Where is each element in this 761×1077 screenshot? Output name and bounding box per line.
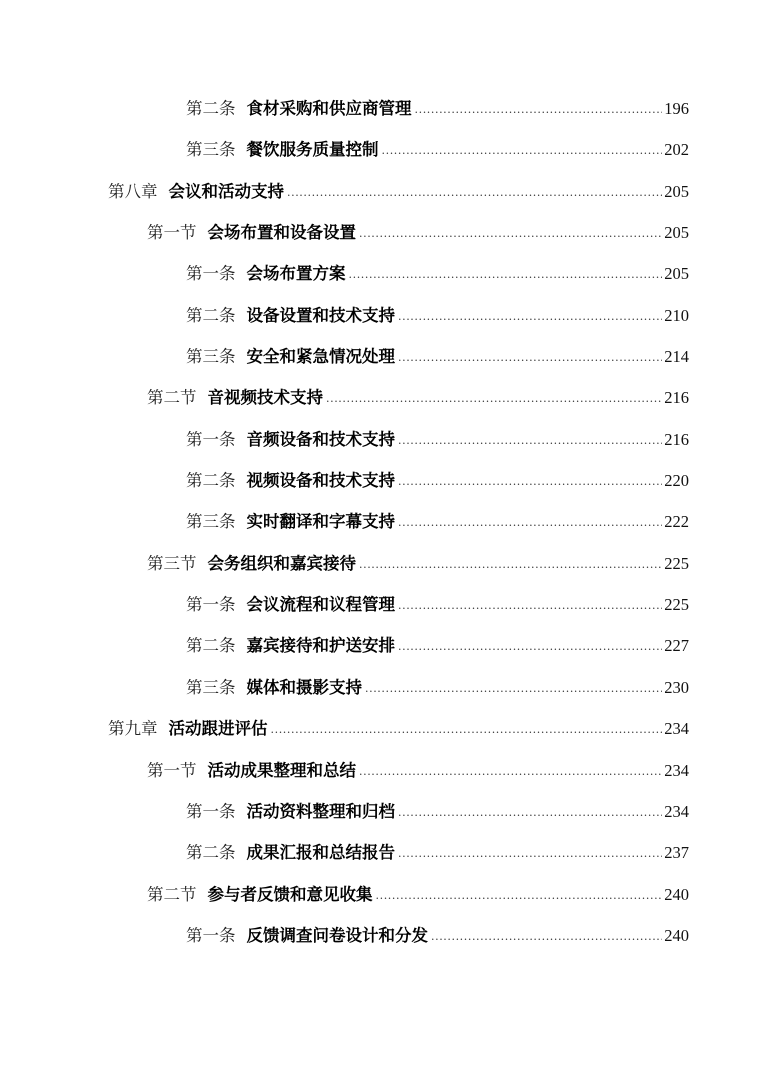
toc-entry-page-number: 210 bbox=[664, 305, 689, 325]
dot-leader bbox=[398, 636, 662, 658]
table-of-contents bbox=[0, 90, 761, 958]
toc-entry-page-number: 234 bbox=[664, 760, 689, 780]
dot-leader bbox=[398, 802, 662, 824]
dot-leader bbox=[382, 140, 663, 162]
toc-entry-title: 会场布置和设备设置 bbox=[207, 223, 356, 243]
toc-entry-article[interactable] bbox=[0, 917, 761, 958]
toc-entry-article[interactable] bbox=[0, 421, 761, 462]
toc-entry-chapter[interactable] bbox=[0, 173, 761, 214]
toc-entry-article[interactable] bbox=[0, 255, 761, 296]
toc-entry-title: 安全和紧急情况处理 bbox=[246, 347, 395, 367]
toc-entry-title: 嘉宾接待和护送安排 bbox=[246, 636, 395, 656]
dot-leader bbox=[326, 388, 662, 410]
toc-entry-article[interactable] bbox=[0, 793, 761, 834]
dot-leader bbox=[398, 843, 662, 865]
dot-leader bbox=[398, 347, 662, 369]
toc-entry-number: 第三节 bbox=[147, 553, 197, 573]
toc-entry-section[interactable] bbox=[0, 214, 761, 255]
toc-entry-page-number: 196 bbox=[664, 99, 689, 118]
toc-entry-page-number: 222 bbox=[664, 512, 689, 532]
toc-entry-title: 参与者反馈和意见收集 bbox=[207, 884, 373, 904]
toc-entry-article[interactable] bbox=[0, 462, 761, 503]
toc-entry-number: 第三条 bbox=[186, 512, 236, 532]
toc-entry-title: 音视频技术支持 bbox=[207, 388, 323, 408]
toc-entry-page-number: 220 bbox=[664, 471, 689, 491]
toc-entry-title: 会议流程和议程管理 bbox=[246, 595, 395, 615]
dot-leader bbox=[398, 306, 662, 328]
toc-entry-title: 音频设备和技术支持 bbox=[246, 429, 395, 449]
toc-entry-title: 餐饮服务质量控制 bbox=[246, 140, 379, 160]
toc-entry-article[interactable] bbox=[0, 131, 761, 172]
toc-entry-number: 第二条 bbox=[186, 471, 236, 491]
dot-leader bbox=[359, 761, 662, 783]
toc-entry-title: 会务组织和嘉宾接待 bbox=[207, 553, 356, 573]
toc-entry-page-number: 214 bbox=[664, 347, 689, 367]
toc-entry-page-number: 234 bbox=[664, 719, 689, 739]
toc-entry-section[interactable] bbox=[0, 545, 761, 586]
toc-entry-number: 第二节 bbox=[147, 388, 197, 408]
toc-entry-page-number: 205 bbox=[664, 181, 689, 201]
toc-entry-article[interactable] bbox=[0, 503, 761, 544]
toc-entry-article[interactable] bbox=[0, 586, 761, 627]
toc-entry-title: 会议和活动支持 bbox=[168, 181, 284, 201]
toc-entry-page-number: 216 bbox=[664, 388, 689, 408]
toc-entry-number: 第九章 bbox=[108, 719, 158, 739]
toc-entry-page-number: 237 bbox=[664, 843, 689, 863]
toc-entry-title: 活动资料整理和归档 bbox=[246, 801, 395, 821]
toc-entry-page-number: 202 bbox=[664, 140, 689, 160]
toc-entry-number: 第三条 bbox=[186, 347, 236, 367]
dot-leader bbox=[359, 554, 662, 576]
toc-entry-number: 第二条 bbox=[186, 843, 236, 863]
toc-entry-chapter[interactable] bbox=[0, 710, 761, 751]
toc-entry-page-number: 230 bbox=[664, 677, 689, 697]
toc-entry-page-number: 240 bbox=[664, 884, 689, 904]
toc-entry-number: 第一条 bbox=[186, 595, 236, 615]
toc-entry-title: 会场布置方案 bbox=[246, 264, 346, 284]
dot-leader bbox=[349, 264, 663, 286]
toc-entry-page-number: 205 bbox=[664, 223, 689, 243]
toc-entry-article[interactable] bbox=[0, 297, 761, 338]
toc-entry-title: 成果汇报和总结报告 bbox=[246, 843, 395, 863]
dot-leader bbox=[287, 182, 662, 204]
dot-leader bbox=[365, 678, 662, 700]
toc-entry-title: 媒体和摄影支持 bbox=[246, 677, 362, 697]
toc-entry-number: 第二条 bbox=[186, 305, 236, 325]
toc-entry-number: 第一节 bbox=[147, 760, 197, 780]
toc-entry-title: 实时翻译和字幕支持 bbox=[246, 512, 395, 532]
toc-entry-article[interactable] bbox=[0, 90, 761, 131]
dot-leader bbox=[271, 719, 663, 741]
toc-entry-section[interactable] bbox=[0, 876, 761, 917]
dot-leader bbox=[376, 885, 663, 907]
toc-entry-page-number: 205 bbox=[664, 264, 689, 284]
toc-entry-page-number: 227 bbox=[664, 636, 689, 656]
toc-entry-title: 视频设备和技术支持 bbox=[246, 471, 395, 491]
toc-entry-number: 第八章 bbox=[108, 181, 158, 201]
toc-entry-number: 第三条 bbox=[186, 677, 236, 697]
dot-leader bbox=[398, 430, 662, 452]
toc-entry-number: 第一条 bbox=[186, 801, 236, 821]
toc-entry-page-number: 240 bbox=[664, 925, 689, 945]
toc-entry-section[interactable] bbox=[0, 379, 761, 420]
toc-entry-number: 第一节 bbox=[147, 223, 197, 243]
toc-entry-article[interactable] bbox=[0, 338, 761, 379]
toc-entry-number: 第一条 bbox=[186, 264, 236, 284]
toc-entry-number: 第三条 bbox=[186, 140, 236, 160]
toc-entry-number: 第一条 bbox=[186, 925, 236, 945]
dot-leader bbox=[359, 223, 662, 245]
dot-leader bbox=[398, 512, 662, 534]
toc-entry-article[interactable] bbox=[0, 834, 761, 875]
toc-entry-article[interactable] bbox=[0, 627, 761, 668]
dot-leader bbox=[431, 926, 662, 948]
toc-entry-section[interactable] bbox=[0, 752, 761, 793]
toc-entry-number: 第二条 bbox=[186, 636, 236, 656]
toc-entry-title: 设备设置和技术支持 bbox=[246, 305, 395, 325]
dot-leader bbox=[398, 595, 662, 617]
toc-entry-title: 食材采购和供应商管理 bbox=[246, 99, 412, 118]
toc-entry-number: 第一条 bbox=[186, 429, 236, 449]
dot-leader bbox=[415, 99, 663, 121]
toc-entry-title: 活动跟进评估 bbox=[168, 719, 268, 739]
toc-entry-title: 活动成果整理和总结 bbox=[207, 760, 356, 780]
toc-entry-title: 反馈调查问卷设计和分发 bbox=[246, 925, 428, 945]
toc-entry-page-number: 234 bbox=[664, 801, 689, 821]
toc-entry-page-number: 225 bbox=[664, 595, 689, 615]
toc-entry-number: 第二节 bbox=[147, 884, 197, 904]
toc-entry-page-number: 216 bbox=[664, 429, 689, 449]
toc-entry-page-number: 225 bbox=[664, 553, 689, 573]
toc-entry-number: 第二条 bbox=[186, 99, 236, 118]
toc-entry-article[interactable] bbox=[0, 669, 761, 710]
dot-leader bbox=[398, 471, 662, 493]
